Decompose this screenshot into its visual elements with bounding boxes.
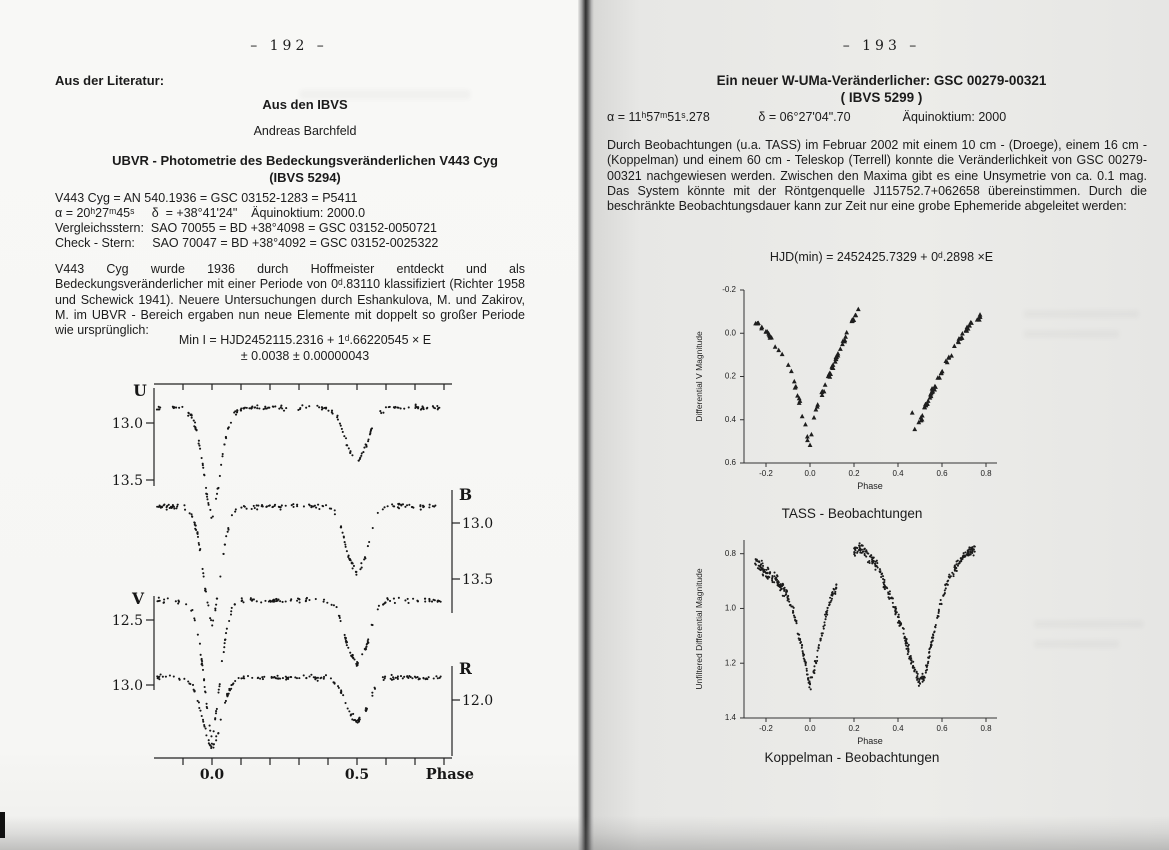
svg-text:0.4: 0.4	[724, 414, 736, 424]
section-heading: Aus der Literatur:	[55, 73, 165, 88]
svg-text:Phase: Phase	[857, 736, 883, 746]
scan-edge-mark	[0, 812, 5, 838]
star-coordinates-line: α = 20ʰ27ᵐ45ˢ δ = +38°41'24" Äquinoktium: 2000.0	[55, 206, 366, 220]
svg-text:0.6: 0.6	[936, 469, 948, 478]
bleedthrough-artifact	[1034, 620, 1144, 628]
svg-text:0.8: 0.8	[980, 469, 992, 478]
tass-caption: TASS - Beobachtungen	[781, 506, 923, 521]
svg-text:0.4: 0.4	[892, 724, 904, 733]
svg-text:0.6: 0.6	[724, 458, 736, 468]
svg-text:0.0: 0.0	[199, 767, 225, 783]
bleedthrough-artifact	[1024, 330, 1119, 338]
bleedthrough-artifact	[1024, 310, 1139, 318]
comparison-star-line: Vergleichsstern: SAO 70055 = BD +38°4098 = GSC 03152-0050721	[55, 221, 437, 235]
check-star-line: Check - Stern: SAO 70047 = BD +38°4092 = GSC 03152-0025322	[55, 236, 439, 250]
svg-text:U: U	[133, 381, 147, 400]
svg-text:0.0: 0.0	[804, 724, 816, 733]
scan-bottom-shadow	[0, 816, 1169, 850]
svg-text:-0.2: -0.2	[722, 285, 736, 295]
article-subtitle-right: ( IBVS 5299 )	[840, 90, 923, 105]
svg-text:13.0: 13.0	[462, 516, 494, 532]
svg-text:Differential V Magnitude: Differential V Magnitude	[694, 331, 704, 422]
page-number-right: – 193 –	[842, 38, 921, 54]
svg-text:Phase: Phase	[425, 766, 474, 783]
coordinates-line: α = 11ʰ57ᵐ51ˢ.278 δ = 06°27'04".70 Äquinoktium: 2000	[607, 110, 1007, 124]
svg-text:13.5: 13.5	[462, 572, 494, 588]
svg-text:0.5: 0.5	[344, 767, 370, 783]
svg-text:0.8: 0.8	[724, 548, 736, 558]
star-ident-line: V443 Cyg = AN 540.1936 = GSC 03152-1283 = P5411	[55, 191, 358, 205]
article-paragraph-right: Durch Beobachtungen (u.a. TASS) im Februar 2002 mit einem 10 cm - (Droege), einem 16 cm - (Koppelman) und einem 60 cm - Teleskop (Terrell) konnte die Veränderlichkeit von GSC 00279-00321 nachgewiesen werden. Zwischen den Maxima gibt es eine Unsymetrie von ca. 0.1 mag. Das System könnte mit der Röntgenquelle J115752.7+062658 übereinstimmen. Durch die beschränkte Beobachtungsdauer kann zur Zeit nur eine grobe Ephemeride abgeleitet werden:	[607, 138, 1147, 214]
ibvs-heading: Aus den IBVS	[262, 97, 348, 112]
svg-text:R: R	[459, 659, 472, 678]
svg-text:Unfiltered Differential Magnit: Unfiltered Differential Magnitude	[694, 568, 704, 690]
svg-text:-0.2: -0.2	[759, 469, 773, 478]
bleedthrough-artifact	[300, 90, 470, 99]
page-192	[0, 0, 578, 850]
svg-text:-0.2: -0.2	[759, 724, 773, 733]
svg-text:0.2: 0.2	[848, 469, 860, 478]
svg-text:0.6: 0.6	[936, 724, 948, 733]
svg-text:13.0: 13.0	[111, 416, 143, 432]
svg-text:0.2: 0.2	[724, 371, 736, 381]
svg-text:13.5: 13.5	[111, 473, 143, 489]
svg-text:Phase: Phase	[857, 481, 883, 491]
svg-text:13.0: 13.0	[111, 678, 143, 694]
svg-text:0.8: 0.8	[980, 724, 992, 733]
binding-gutter	[578, 0, 594, 850]
ephemeris-error-line: ± 0.0038 ± 0.00000043	[240, 349, 370, 363]
svg-text:B: B	[459, 485, 473, 504]
svg-text:12.0: 12.0	[462, 693, 494, 709]
bleedthrough-artifact	[1034, 640, 1119, 648]
svg-text:0.0: 0.0	[724, 328, 736, 338]
ephemeris-formula-right: HJD(min) = 2452425.7329 + 0ᵈ.2898 ×E	[769, 250, 994, 264]
svg-text:0.4: 0.4	[892, 469, 904, 478]
article-paragraph-left: V443 Cyg wurde 1936 durch Hoffmeister entdeckt und als Bedeckungsveränderlicher mit einer Periode von 0ᵈ.83110 klassifiziert (Richter 1958 und Schewick 1941). Neuere Untersuchungen durch Eshankulova, M. und Zakirov, M. im UBVR - Bereich ergaben nun neue Elemente mit doppelt so großer Periode wie ursprünglich:	[55, 262, 525, 338]
koppelman-plot	[682, 528, 1022, 750]
ephemeris-formula-left: Min I = HJD2452115.2316 + 1ᵈ.66220545 × E	[178, 333, 432, 347]
svg-text:1.2: 1.2	[724, 658, 736, 668]
article-title-right: Ein neuer W-UMa-Veränderlicher: GSC 00279-00321	[716, 73, 1047, 88]
svg-text:12.5: 12.5	[111, 613, 143, 629]
article-subtitle-left: (IBVS 5294)	[269, 170, 341, 185]
koppelman-caption: Koppelman - Beobachtungen	[764, 750, 940, 765]
author: Andreas Barchfeld	[253, 124, 357, 138]
page-number-left: – 192 –	[250, 38, 328, 54]
svg-text:1.0: 1.0	[724, 603, 736, 613]
ubvr-light-curve-figure	[111, 378, 494, 783]
tass-plot	[682, 278, 1022, 496]
svg-text:1.4: 1.4	[724, 713, 736, 723]
article-title-left: UBVR - Photometrie des Bedeckungsveränderlichen V443 Cyg	[112, 153, 498, 168]
svg-text:0.2: 0.2	[848, 724, 860, 733]
svg-text:0.0: 0.0	[804, 469, 816, 478]
page-193	[594, 0, 1169, 850]
svg-text:V: V	[131, 589, 145, 608]
